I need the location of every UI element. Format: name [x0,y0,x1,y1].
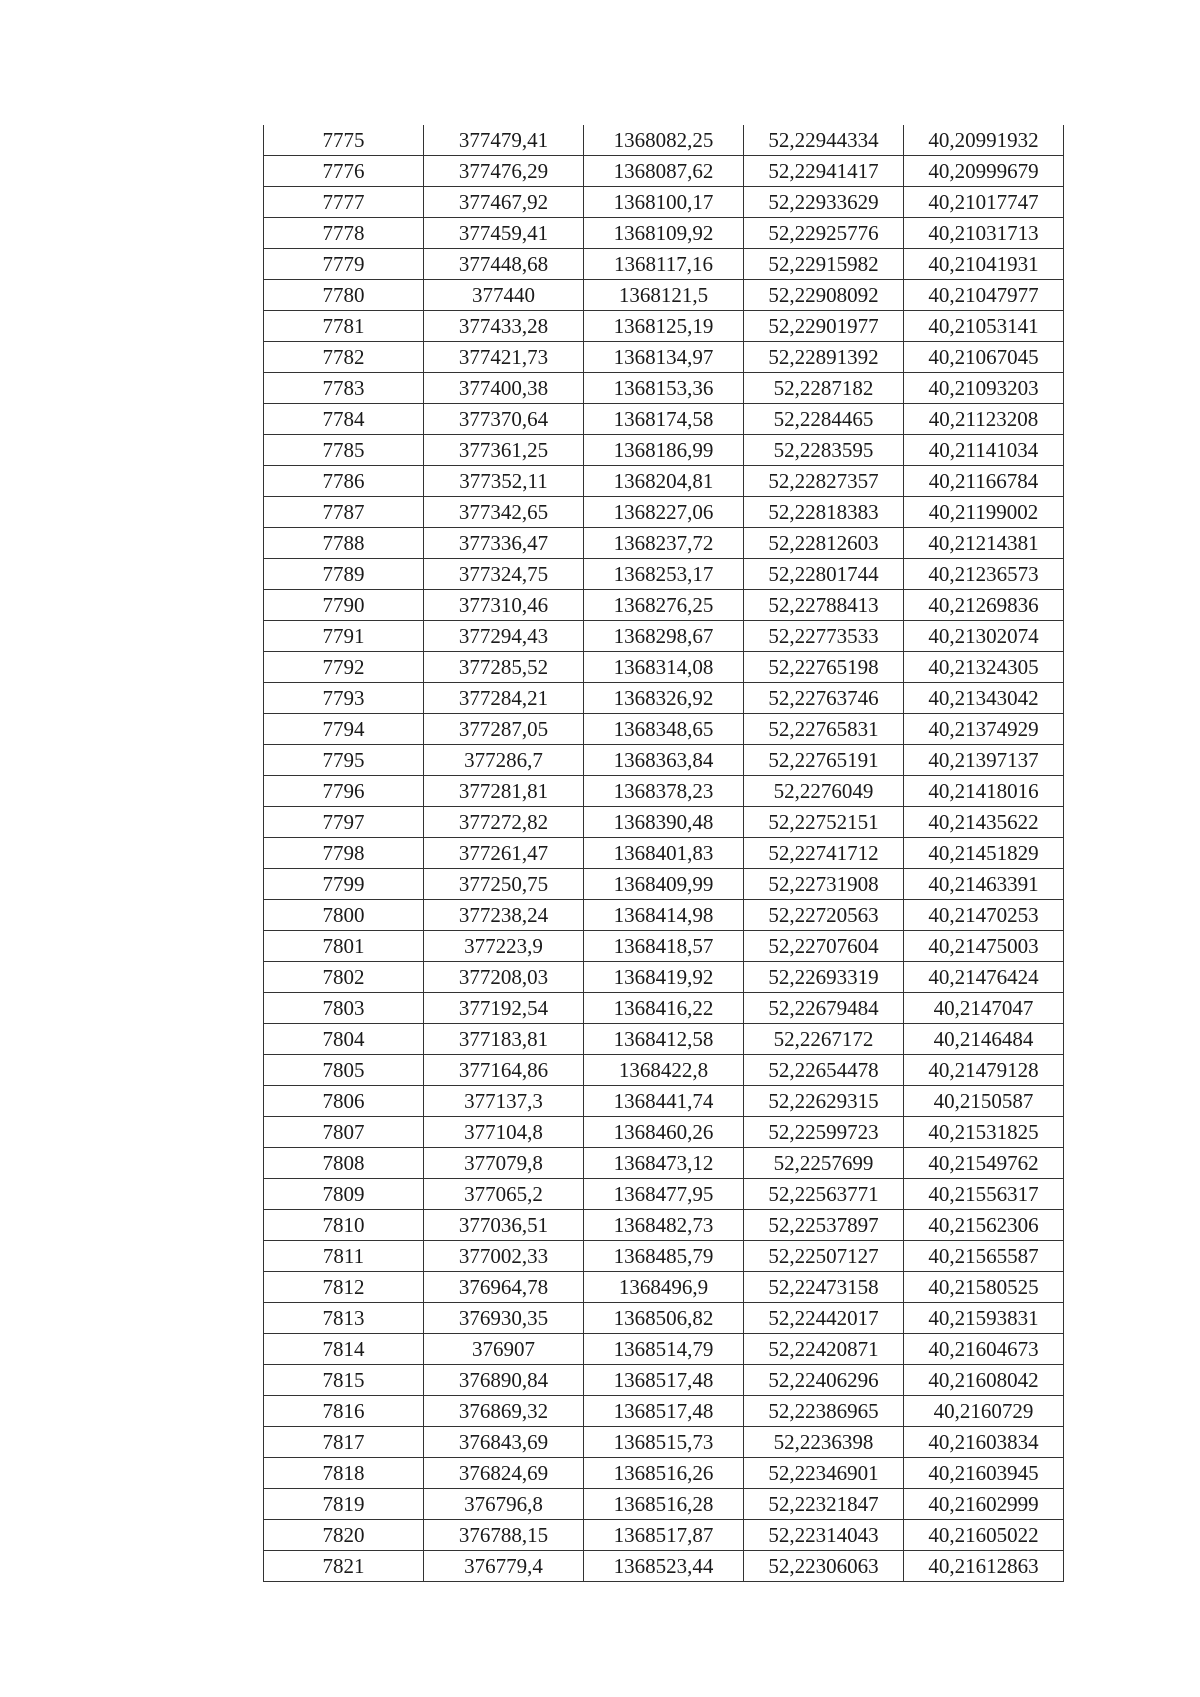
latitude-cell: 52,22827357 [744,466,904,497]
y-coordinate-cell: 1368125,19 [584,311,744,342]
point-number-cell: 7796 [264,776,424,807]
y-coordinate-cell: 1368121,5 [584,280,744,311]
latitude-cell: 52,22537897 [744,1210,904,1241]
point-number-cell: 7808 [264,1148,424,1179]
latitude-cell: 52,22321847 [744,1489,904,1520]
longitude-cell: 40,21093203 [904,373,1064,404]
y-coordinate-cell: 1368153,36 [584,373,744,404]
table-row [264,776,1064,807]
y-coordinate-cell: 1368414,98 [584,900,744,931]
point-number-cell: 7810 [264,1210,424,1241]
x-coordinate-cell: 377310,46 [424,590,584,621]
table-row [264,900,1064,931]
x-coordinate-cell: 377261,47 [424,838,584,869]
point-number-cell: 7783 [264,373,424,404]
latitude-cell: 52,22741712 [744,838,904,869]
latitude-cell: 52,22915982 [744,249,904,280]
longitude-cell: 40,21435622 [904,807,1064,838]
x-coordinate-cell: 377192,54 [424,993,584,1024]
y-coordinate-cell: 1368517,48 [584,1365,744,1396]
x-coordinate-cell: 377287,05 [424,714,584,745]
x-coordinate-cell: 376890,84 [424,1365,584,1396]
longitude-cell: 40,21470253 [904,900,1064,931]
latitude-cell: 52,22720563 [744,900,904,931]
y-coordinate-cell: 1368117,16 [584,249,744,280]
table-body [264,125,1064,1582]
y-coordinate-cell: 1368109,92 [584,218,744,249]
latitude-cell: 52,22314043 [744,1520,904,1551]
table-row [264,1272,1064,1303]
x-coordinate-cell: 377183,81 [424,1024,584,1055]
x-coordinate-cell: 377294,43 [424,621,584,652]
table-row [264,993,1064,1024]
longitude-cell: 40,21593831 [904,1303,1064,1334]
latitude-cell: 52,22818383 [744,497,904,528]
table-row [264,714,1064,745]
point-number-cell: 7800 [264,900,424,931]
longitude-cell: 40,21463391 [904,869,1064,900]
point-number-cell: 7812 [264,1272,424,1303]
y-coordinate-cell: 1368134,97 [584,342,744,373]
table-row [264,745,1064,776]
y-coordinate-cell: 1368419,92 [584,962,744,993]
y-coordinate-cell: 1368087,62 [584,156,744,187]
point-number-cell: 7816 [264,1396,424,1427]
longitude-cell: 40,20999679 [904,156,1064,187]
longitude-cell: 40,21199002 [904,497,1064,528]
latitude-cell: 52,22442017 [744,1303,904,1334]
table-row [264,1458,1064,1489]
y-coordinate-cell: 1368516,28 [584,1489,744,1520]
latitude-cell: 52,22679484 [744,993,904,1024]
point-number-cell: 7802 [264,962,424,993]
x-coordinate-cell: 377400,38 [424,373,584,404]
y-coordinate-cell: 1368422,8 [584,1055,744,1086]
latitude-cell: 52,22707604 [744,931,904,962]
x-coordinate-cell: 377336,47 [424,528,584,559]
point-number-cell: 7806 [264,1086,424,1117]
latitude-cell: 52,22765191 [744,745,904,776]
x-coordinate-cell: 377002,33 [424,1241,584,1272]
table-row [264,962,1064,993]
longitude-cell: 40,21580525 [904,1272,1064,1303]
x-coordinate-cell: 377284,21 [424,683,584,714]
y-coordinate-cell: 1368441,74 [584,1086,744,1117]
table-row [264,187,1064,218]
x-coordinate-cell: 377223,9 [424,931,584,962]
table-row [264,1210,1064,1241]
latitude-cell: 52,22386965 [744,1396,904,1427]
point-number-cell: 7789 [264,559,424,590]
table-row [264,156,1064,187]
table-row [264,435,1064,466]
longitude-cell: 40,21604673 [904,1334,1064,1365]
y-coordinate-cell: 1368276,25 [584,590,744,621]
table-row [264,683,1064,714]
point-number-cell: 7775 [264,125,424,156]
table-row [264,125,1064,156]
point-number-cell: 7788 [264,528,424,559]
longitude-cell: 40,21608042 [904,1365,1064,1396]
longitude-cell: 40,20991932 [904,125,1064,156]
point-number-cell: 7787 [264,497,424,528]
table-row [264,528,1064,559]
x-coordinate-cell: 376796,8 [424,1489,584,1520]
x-coordinate-cell: 377324,75 [424,559,584,590]
longitude-cell: 40,21214381 [904,528,1064,559]
table-row [264,218,1064,249]
x-coordinate-cell: 377137,3 [424,1086,584,1117]
x-coordinate-cell: 377164,86 [424,1055,584,1086]
longitude-cell: 40,21017747 [904,187,1064,218]
latitude-cell: 52,22908092 [744,280,904,311]
table-row [264,1396,1064,1427]
table-row [264,1117,1064,1148]
latitude-cell: 52,22693319 [744,962,904,993]
longitude-cell: 40,21475003 [904,931,1064,962]
point-number-cell: 7809 [264,1179,424,1210]
point-number-cell: 7791 [264,621,424,652]
point-number-cell: 7797 [264,807,424,838]
longitude-cell: 40,21556317 [904,1179,1064,1210]
table-row [264,1551,1064,1582]
table-row [264,590,1064,621]
latitude-cell: 52,2276049 [744,776,904,807]
y-coordinate-cell: 1368460,26 [584,1117,744,1148]
y-coordinate-cell: 1368390,48 [584,807,744,838]
y-coordinate-cell: 1368326,92 [584,683,744,714]
point-number-cell: 7792 [264,652,424,683]
table-row [264,342,1064,373]
x-coordinate-cell: 376907 [424,1334,584,1365]
latitude-cell: 52,22901977 [744,311,904,342]
point-number-cell: 7820 [264,1520,424,1551]
table-row [264,497,1064,528]
x-coordinate-cell: 377433,28 [424,311,584,342]
table-row [264,1086,1064,1117]
y-coordinate-cell: 1368401,83 [584,838,744,869]
point-number-cell: 7794 [264,714,424,745]
point-number-cell: 7779 [264,249,424,280]
longitude-cell: 40,21476424 [904,962,1064,993]
latitude-cell: 52,2283595 [744,435,904,466]
latitude-cell: 52,22654478 [744,1055,904,1086]
y-coordinate-cell: 1368409,99 [584,869,744,900]
longitude-cell: 40,21123208 [904,404,1064,435]
y-coordinate-cell: 1368477,95 [584,1179,744,1210]
x-coordinate-cell: 377479,41 [424,125,584,156]
y-coordinate-cell: 1368253,17 [584,559,744,590]
latitude-cell: 52,22925776 [744,218,904,249]
latitude-cell: 52,22563771 [744,1179,904,1210]
longitude-cell: 40,21269836 [904,590,1064,621]
y-coordinate-cell: 1368100,17 [584,187,744,218]
y-coordinate-cell: 1368186,99 [584,435,744,466]
table-row [264,1365,1064,1396]
longitude-cell: 40,2150587 [904,1086,1064,1117]
point-number-cell: 7815 [264,1365,424,1396]
x-coordinate-cell: 377250,75 [424,869,584,900]
point-number-cell: 7785 [264,435,424,466]
x-coordinate-cell: 377238,24 [424,900,584,931]
y-coordinate-cell: 1368523,44 [584,1551,744,1582]
x-coordinate-cell: 377079,8 [424,1148,584,1179]
x-coordinate-cell: 377342,65 [424,497,584,528]
x-coordinate-cell: 377065,2 [424,1179,584,1210]
point-number-cell: 7804 [264,1024,424,1055]
point-number-cell: 7776 [264,156,424,187]
x-coordinate-cell: 377361,25 [424,435,584,466]
table-row [264,1520,1064,1551]
x-coordinate-cell: 377459,41 [424,218,584,249]
longitude-cell: 40,21612863 [904,1551,1064,1582]
x-coordinate-cell: 377036,51 [424,1210,584,1241]
point-number-cell: 7813 [264,1303,424,1334]
table-row [264,1024,1064,1055]
longitude-cell: 40,21047977 [904,280,1064,311]
y-coordinate-cell: 1368204,81 [584,466,744,497]
x-coordinate-cell: 376843,69 [424,1427,584,1458]
latitude-cell: 52,2287182 [744,373,904,404]
table-row [264,1303,1064,1334]
y-coordinate-cell: 1368517,48 [584,1396,744,1427]
point-number-cell: 7777 [264,187,424,218]
point-number-cell: 7782 [264,342,424,373]
longitude-cell: 40,21603945 [904,1458,1064,1489]
latitude-cell: 52,22507127 [744,1241,904,1272]
longitude-cell: 40,21343042 [904,683,1064,714]
point-number-cell: 7790 [264,590,424,621]
latitude-cell: 52,22941417 [744,156,904,187]
longitude-cell: 40,21141034 [904,435,1064,466]
latitude-cell: 52,22420871 [744,1334,904,1365]
point-number-cell: 7786 [264,466,424,497]
longitude-cell: 40,21418016 [904,776,1064,807]
x-coordinate-cell: 377104,8 [424,1117,584,1148]
table-row [264,931,1064,962]
x-coordinate-cell: 377440 [424,280,584,311]
table-row [264,466,1064,497]
latitude-cell: 52,22629315 [744,1086,904,1117]
table-row [264,373,1064,404]
point-number-cell: 7795 [264,745,424,776]
longitude-cell: 40,2146484 [904,1024,1064,1055]
point-number-cell: 7817 [264,1427,424,1458]
table-row [264,280,1064,311]
latitude-cell: 52,22788413 [744,590,904,621]
latitude-cell: 52,22944334 [744,125,904,156]
longitude-cell: 40,21067045 [904,342,1064,373]
point-number-cell: 7819 [264,1489,424,1520]
table-row [264,869,1064,900]
y-coordinate-cell: 1368314,08 [584,652,744,683]
y-coordinate-cell: 1368506,82 [584,1303,744,1334]
y-coordinate-cell: 1368485,79 [584,1241,744,1272]
point-number-cell: 7784 [264,404,424,435]
point-number-cell: 7818 [264,1458,424,1489]
x-coordinate-cell: 377352,11 [424,466,584,497]
latitude-cell: 52,2236398 [744,1427,904,1458]
x-coordinate-cell: 377467,92 [424,187,584,218]
point-number-cell: 7778 [264,218,424,249]
point-number-cell: 7801 [264,931,424,962]
longitude-cell: 40,21451829 [904,838,1064,869]
latitude-cell: 52,2257699 [744,1148,904,1179]
table-row [264,1489,1064,1520]
x-coordinate-cell: 376779,4 [424,1551,584,1582]
y-coordinate-cell: 1368516,26 [584,1458,744,1489]
y-coordinate-cell: 1368227,06 [584,497,744,528]
longitude-cell: 40,21531825 [904,1117,1064,1148]
x-coordinate-cell: 377208,03 [424,962,584,993]
y-coordinate-cell: 1368237,72 [584,528,744,559]
x-coordinate-cell: 376930,35 [424,1303,584,1334]
point-number-cell: 7811 [264,1241,424,1272]
table-row [264,404,1064,435]
longitude-cell: 40,21562306 [904,1210,1064,1241]
y-coordinate-cell: 1368473,12 [584,1148,744,1179]
table-row [264,1055,1064,1086]
table-row [264,1334,1064,1365]
longitude-cell: 40,2160729 [904,1396,1064,1427]
x-coordinate-cell: 376964,78 [424,1272,584,1303]
latitude-cell: 52,22731908 [744,869,904,900]
y-coordinate-cell: 1368496,9 [584,1272,744,1303]
table-row [264,807,1064,838]
latitude-cell: 52,22773533 [744,621,904,652]
table-row [264,249,1064,280]
y-coordinate-cell: 1368514,79 [584,1334,744,1365]
longitude-cell: 40,21479128 [904,1055,1064,1086]
y-coordinate-cell: 1368082,25 [584,125,744,156]
longitude-cell: 40,21603834 [904,1427,1064,1458]
point-number-cell: 7803 [264,993,424,1024]
latitude-cell: 52,22306063 [744,1551,904,1582]
point-number-cell: 7799 [264,869,424,900]
y-coordinate-cell: 1368348,65 [584,714,744,745]
latitude-cell: 52,22599723 [744,1117,904,1148]
x-coordinate-cell: 377421,73 [424,342,584,373]
longitude-cell: 40,21565587 [904,1241,1064,1272]
latitude-cell: 52,22891392 [744,342,904,373]
y-coordinate-cell: 1368517,87 [584,1520,744,1551]
point-number-cell: 7793 [264,683,424,714]
longitude-cell: 40,21166784 [904,466,1064,497]
y-coordinate-cell: 1368416,22 [584,993,744,1024]
y-coordinate-cell: 1368482,73 [584,1210,744,1241]
point-number-cell: 7821 [264,1551,424,1582]
longitude-cell: 40,21397137 [904,745,1064,776]
x-coordinate-cell: 377448,68 [424,249,584,280]
longitude-cell: 40,21041931 [904,249,1064,280]
y-coordinate-cell: 1368515,73 [584,1427,744,1458]
point-number-cell: 7807 [264,1117,424,1148]
longitude-cell: 40,21053141 [904,311,1064,342]
coordinates-table [263,125,1064,1582]
latitude-cell: 52,22473158 [744,1272,904,1303]
x-coordinate-cell: 377286,7 [424,745,584,776]
table-row [264,559,1064,590]
x-coordinate-cell: 376824,69 [424,1458,584,1489]
longitude-cell: 40,21374929 [904,714,1064,745]
y-coordinate-cell: 1368298,67 [584,621,744,652]
x-coordinate-cell: 376869,32 [424,1396,584,1427]
point-number-cell: 7814 [264,1334,424,1365]
latitude-cell: 52,22752151 [744,807,904,838]
table-row [264,1179,1064,1210]
y-coordinate-cell: 1368418,57 [584,931,744,962]
longitude-cell: 40,21302074 [904,621,1064,652]
table-row [264,1148,1064,1179]
table-row [264,652,1064,683]
table-row [264,1427,1064,1458]
latitude-cell: 52,22812603 [744,528,904,559]
latitude-cell: 52,2267172 [744,1024,904,1055]
table-row [264,621,1064,652]
longitude-cell: 40,21602999 [904,1489,1064,1520]
x-coordinate-cell: 377370,64 [424,404,584,435]
y-coordinate-cell: 1368412,58 [584,1024,744,1055]
latitude-cell: 52,2284465 [744,404,904,435]
latitude-cell: 52,22765198 [744,652,904,683]
longitude-cell: 40,21605022 [904,1520,1064,1551]
latitude-cell: 52,22406296 [744,1365,904,1396]
table-row [264,838,1064,869]
x-coordinate-cell: 377272,82 [424,807,584,838]
point-number-cell: 7805 [264,1055,424,1086]
x-coordinate-cell: 376788,15 [424,1520,584,1551]
table-row [264,1241,1064,1272]
y-coordinate-cell: 1368174,58 [584,404,744,435]
latitude-cell: 52,22763746 [744,683,904,714]
latitude-cell: 52,22346901 [744,1458,904,1489]
point-number-cell: 7798 [264,838,424,869]
latitude-cell: 52,22765831 [744,714,904,745]
longitude-cell: 40,2147047 [904,993,1064,1024]
point-number-cell: 7780 [264,280,424,311]
y-coordinate-cell: 1368378,23 [584,776,744,807]
longitude-cell: 40,21031713 [904,218,1064,249]
longitude-cell: 40,21324305 [904,652,1064,683]
x-coordinate-cell: 377476,29 [424,156,584,187]
longitude-cell: 40,21236573 [904,559,1064,590]
x-coordinate-cell: 377285,52 [424,652,584,683]
y-coordinate-cell: 1368363,84 [584,745,744,776]
longitude-cell: 40,21549762 [904,1148,1064,1179]
table-row [264,311,1064,342]
latitude-cell: 52,22933629 [744,187,904,218]
latitude-cell: 52,22801744 [744,559,904,590]
x-coordinate-cell: 377281,81 [424,776,584,807]
point-number-cell: 7781 [264,311,424,342]
